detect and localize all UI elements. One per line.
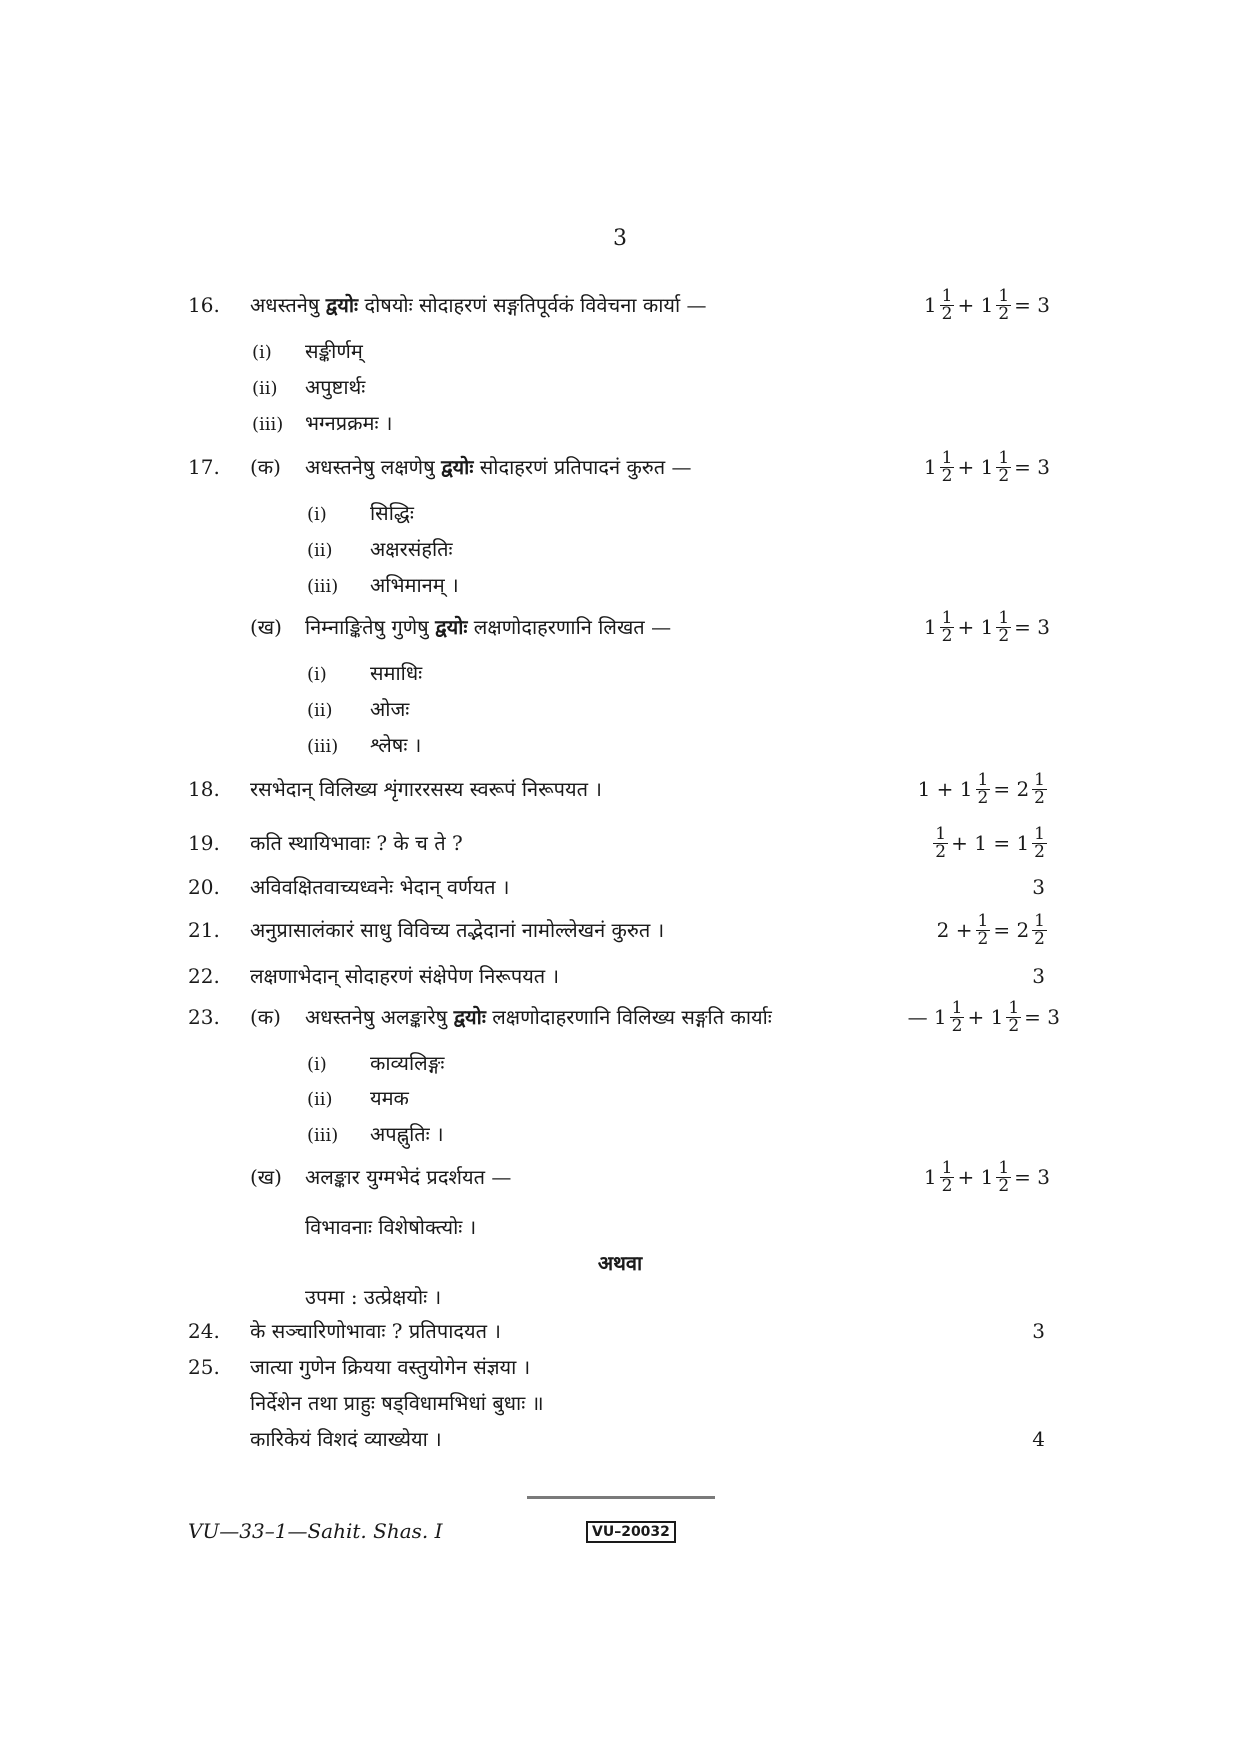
marks: 3 [1032, 1319, 1045, 1343]
item-label: (i) [307, 664, 327, 685]
question-number: 19. [188, 831, 220, 855]
question-number: 22. [188, 964, 220, 988]
item-text: अक्षरसंहतिः [370, 537, 453, 561]
option-text: उपमा : उत्प्रेक्षयोः । [305, 1285, 442, 1309]
sub-question-label: (ख) [250, 1165, 282, 1189]
question-text: अधस्तनेषु द्वयोः दोषयोः सोदाहरणं सङ्गतिपूर्वकं विवेचना कार्या — [250, 293, 707, 317]
question-text: कति स्थायिभावाः ? के च ते ? [250, 831, 463, 855]
booklet-code: VU–20032 [586, 1521, 676, 1543]
item-label: (iii) [307, 1125, 339, 1146]
marks: 1 $\frac{1}{2}$ + 1 $\frac{1}{2}$ = 3 [923, 447, 1050, 486]
question-number: 20. [188, 875, 220, 899]
item-text: काव्यलिङ्गः [370, 1051, 445, 1075]
marks: — 1 $\frac{1}{2}$ + 1 $\frac{1}{2}$ = 3 [907, 997, 1060, 1036]
option-text: विभावनाः विशेषोक्त्योः । [305, 1215, 477, 1239]
question-text: लक्षणाभेदान् सोदाहरणं संक्षेपेण निरूपयत । [250, 964, 560, 988]
item-label: (iii) [252, 414, 284, 435]
question-number: 21. [188, 918, 220, 942]
page-number: 3 [613, 226, 627, 251]
sub-question-label: (क) [250, 455, 281, 479]
marks: 1 $\frac{1}{2}$ + 1 $\frac{1}{2}$ = 3 [923, 607, 1050, 646]
verse-line: जात्या गुणेन क्रियया वस्तुयोगेन संज्ञया । [250, 1355, 531, 1379]
or-separator: अथवा [597, 1251, 643, 1275]
item-text: समाधिः [370, 661, 423, 685]
item-text: भग्नप्रक्रमः । [305, 411, 393, 435]
paper-code: VU—33–1—Sahit. Shas. I [188, 1519, 443, 1543]
divider [527, 1496, 715, 1499]
marks: 1 + 1 $\frac{1}{2}$ = 2 $\frac{1}{2}$ [917, 769, 1045, 808]
verse-line: निर्देशेन तथा प्राहुः षड्विधामभिधां बुधाः ॥ [250, 1391, 544, 1415]
item-text: सङ्कीर्णम् [305, 339, 363, 363]
marks: 3 [1032, 964, 1045, 988]
marks: 2 + $\frac{1}{2}$ = 2 $\frac{1}{2}$ [936, 910, 1045, 949]
question-text: के सञ्चारिणोभावाः ? प्रतिपादयत । [250, 1319, 501, 1343]
sub-question-label: (ख) [250, 615, 282, 639]
question-text: अविवक्षितवाच्यध्वनेः भेदान् वर्णयत । [250, 875, 510, 899]
question-text: कारिकेयं विशदं व्याख्येया । [250, 1427, 442, 1451]
sub-question-label: (क) [250, 1005, 281, 1029]
marks: 3 [1032, 875, 1045, 899]
item-label: (ii) [307, 700, 333, 721]
item-label: (ii) [252, 378, 278, 399]
item-text: अभिमानम् । [370, 573, 459, 597]
question-number: 17. [188, 455, 220, 479]
question-number: 25. [188, 1355, 220, 1379]
question-text: अधस्तनेषु अलङ्कारेषु द्वयोः लक्षणोदाहरणानि विलिख्य सङ्गति कार्याः [305, 1005, 772, 1029]
question-number: 16. [188, 293, 220, 317]
item-text: श्लेषः । [370, 733, 422, 757]
item-text: सिद्धिः [370, 501, 414, 525]
marks: 4 [1032, 1427, 1045, 1451]
marks: 1 $\frac{1}{2}$ + 1 $\frac{1}{2}$ = 3 [923, 285, 1050, 324]
item-text: यमक [370, 1086, 409, 1110]
item-label: (i) [307, 1054, 327, 1075]
marks: 1 $\frac{1}{2}$ + 1 $\frac{1}{2}$ = 3 [923, 1157, 1050, 1196]
question-text: अनुप्रासालंकारं साधु विविच्य तद्भेदानां नामोल्लेखनं कुरुत । [250, 918, 665, 942]
item-label: (ii) [307, 1089, 333, 1110]
question-number: 23. [188, 1005, 220, 1029]
item-label: (iii) [307, 576, 339, 597]
item-label: (i) [307, 504, 327, 525]
question-text: निम्नाङ्कितेषु गुणेषु द्वयोः लक्षणोदाहरणानि लिखत — [305, 615, 672, 639]
question-text: रसभेदान् विलिख्य शृंगाररसस्य स्वरूपं निरूपयत । [250, 777, 602, 801]
question-text: अलङ्कार युग्मभेदं प्रदर्शयत — [305, 1165, 512, 1189]
question-number: 18. [188, 777, 220, 801]
question-number: 24. [188, 1319, 220, 1343]
item-text: अपुष्टार्थः [305, 375, 366, 399]
item-label: (iii) [307, 736, 339, 757]
item-text: अपह्नुतिः । [370, 1122, 444, 1146]
item-text: ओजः [370, 697, 410, 721]
marks: $\frac{1}{2}$ + 1 = 1 $\frac{1}{2}$ [935, 823, 1045, 862]
question-text: अधस्तनेषु लक्षणेषु द्वयोः सोदाहरणं प्रतिपादनं कुरुत — [305, 455, 692, 479]
item-label: (i) [252, 342, 272, 363]
item-label: (ii) [307, 540, 333, 561]
